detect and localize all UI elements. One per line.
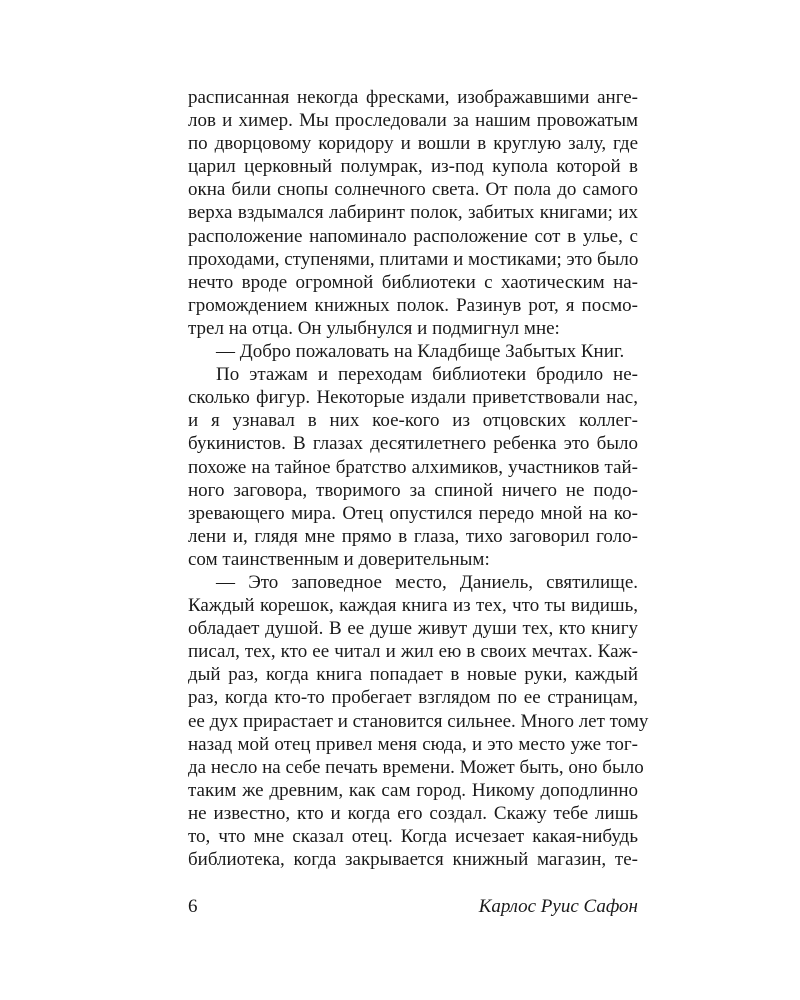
text-line: дый раз, когда книга попадает в новые руки, каждый xyxy=(188,664,638,686)
text-line: громождением книжных полок. Разинув рот, я посмо- xyxy=(188,294,638,316)
text-line: — Добро пожаловать на Кладбище Забытых Книг. xyxy=(216,341,625,363)
page-footer xyxy=(188,894,638,920)
text-line: лени и, глядя мне прямо в глаза, тихо заговорил голо- xyxy=(188,525,638,547)
text-line: не известно, кто и когда его создал. Скажу тебе лишь xyxy=(188,802,638,824)
text-line: По этажам и переходам библиотеки бродило не- xyxy=(216,364,638,386)
text-line: по дворцовому коридору и вошли в круглую залу, где xyxy=(188,133,638,155)
text-line: назад мой отец привел меня сюда, и это место уже тог- xyxy=(188,733,638,755)
text-line: расписанная некогда фресками, изображавшими анге- xyxy=(188,87,638,108)
text-line: трел на отца. Он улыбнулся и подмигнул мне: xyxy=(188,317,560,339)
text-line: библиотека, когда закрывается книжный магазин, те- xyxy=(188,849,638,871)
text-line: букинистов. В глазах десятилетнего ребенка это было xyxy=(188,433,638,455)
text-line: то, что мне сказал отец. Когда исчезает какая-нибудь xyxy=(188,826,638,847)
text-line: расположение напоминало расположение сот в улье, с xyxy=(188,225,638,247)
text-line: похоже на тайное братство алхимиков, участников тай- xyxy=(188,456,638,478)
text-line: зревающего мира. Отец опустился передо мной на ко- xyxy=(188,502,638,524)
text-line: писал, тех, кто ее читал и жил ею в своих мечтах. Каж- xyxy=(188,641,638,663)
text-line: нечто вроде огромной библиотеки с хаотическим на- xyxy=(188,271,638,293)
body-text xyxy=(188,86,649,871)
text-line: лов и химер. Мы проследовали за нашим провожатым xyxy=(188,110,638,132)
text-line: раз, когда кто-то пробегает взглядом по ее страницам, xyxy=(188,687,638,709)
page-number: 6 xyxy=(188,896,198,917)
text-line: и я узнавал в них кое-кого из отцовских коллег- xyxy=(188,410,638,432)
text-line: проходами, ступенями, плитами и мостиками; это было xyxy=(188,248,639,270)
text-line: обладает душой. В ее душе живут души тех, кто книгу xyxy=(188,618,638,640)
text-line: царил церковный полумрак, из-под купола которой в xyxy=(188,156,638,178)
text-line: ного заговора, творимого за спиной ничего не подо- xyxy=(188,479,638,501)
text-line: таким же древним, как сам город. Никому доподлинно xyxy=(188,779,638,801)
text-line: сом таинственным и доверительным: xyxy=(188,548,490,570)
text-line: окна били снопы солнечного света. От пола до самого xyxy=(188,179,638,201)
text-line: Каждый корешок, каждая книга из тех, что ты видишь, xyxy=(188,595,638,617)
text-line: верха вздымался лабиринт полок, забитых книгами; их xyxy=(188,202,638,224)
text-line: да несло на себе печать времени. Может быть, оно было xyxy=(188,756,644,778)
text-line: — Это заповедное место, Даниель, святилище. xyxy=(216,571,638,593)
running-title: Карлос Руис Сафон xyxy=(478,896,638,917)
text-line: ее дух прирастает и становится сильнее. Много лет тому xyxy=(188,710,649,732)
text-line: сколько фигур. Некоторые издали приветствовали нас, xyxy=(188,387,638,409)
